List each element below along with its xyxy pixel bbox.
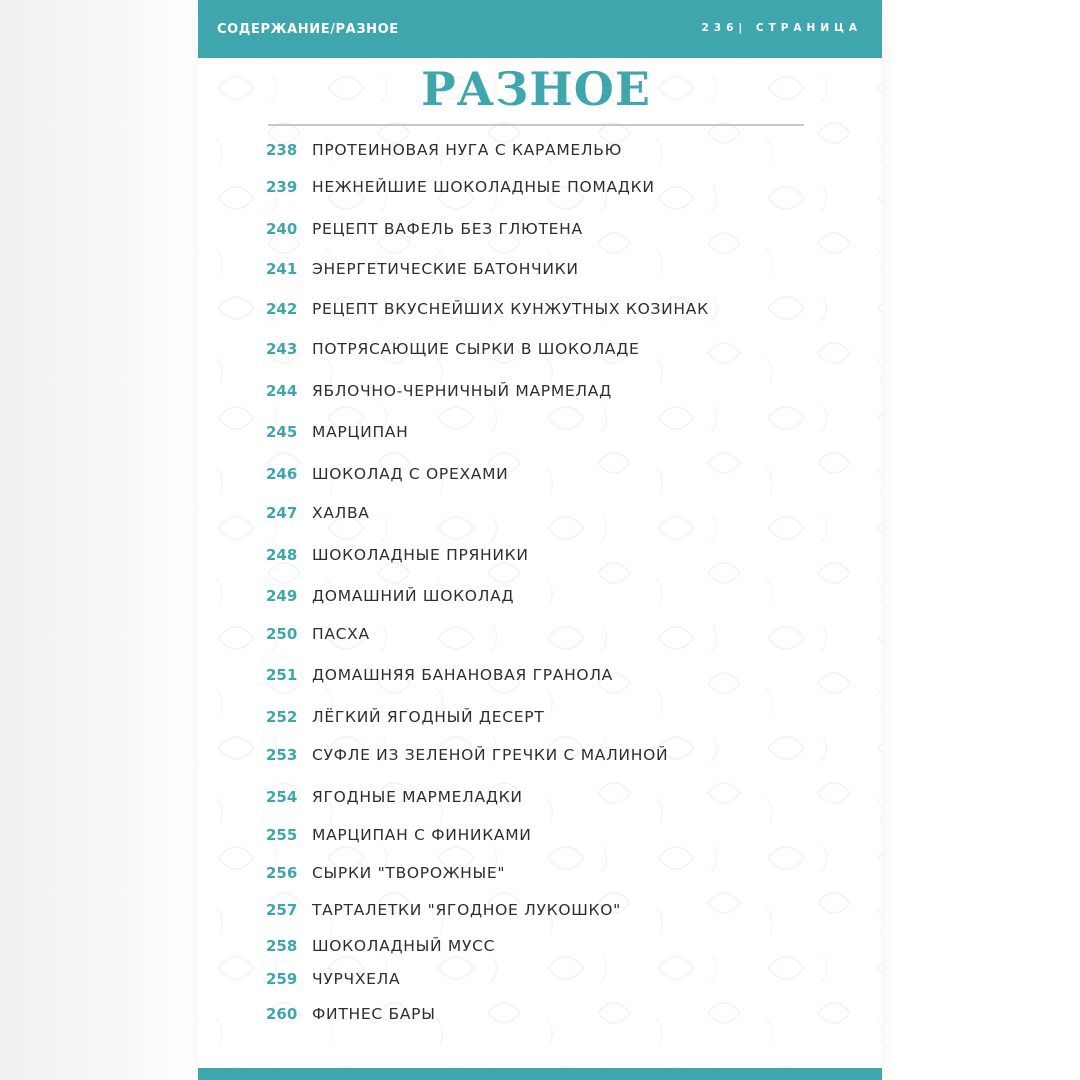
toc-entry[interactable] bbox=[266, 585, 514, 607]
toc-entry-title: РЕЦЕПТ ВКУСНЕЙШИХ КУНЖУТНЫХ КОЗИНАК bbox=[312, 300, 709, 318]
toc-entry[interactable] bbox=[266, 744, 668, 766]
toc-entry-title: ПРОТЕИНОВАЯ НУГА С КАРАМЕЛЬЮ bbox=[312, 141, 623, 159]
toc-entry[interactable] bbox=[266, 176, 655, 198]
toc-page-number: 244 bbox=[266, 382, 298, 400]
toc-entry[interactable] bbox=[266, 1003, 436, 1025]
toc-entry-title: ШОКОЛАДНЫЙ МУСС bbox=[312, 937, 496, 955]
toc-page-number: 241 bbox=[266, 260, 298, 278]
toc-entry-title: МАРЦИПАН bbox=[312, 423, 409, 441]
toc-entry[interactable] bbox=[266, 258, 579, 280]
toc-entry[interactable] bbox=[266, 786, 523, 808]
toc-page-number: 246 bbox=[266, 465, 298, 483]
page-number-label: 236| СТРАНИЦА bbox=[701, 22, 862, 34]
toc-page-number: 247 bbox=[266, 504, 298, 522]
page-title: РАЗНОЕ bbox=[421, 62, 651, 116]
toc-entry[interactable] bbox=[266, 664, 613, 686]
toc-page-number: 255 bbox=[266, 826, 298, 844]
toc-page-number: 240 bbox=[266, 220, 298, 238]
section-breadcrumb: СОДЕРЖАНИЕ/РАЗНОЕ bbox=[217, 22, 399, 37]
toc-entry[interactable] bbox=[266, 463, 508, 485]
toc-entry-title: ЛЁГКИЙ ЯГОДНЫЙ ДЕСЕРТ bbox=[312, 708, 545, 726]
toc-entry[interactable] bbox=[266, 380, 612, 402]
toc-page-number: 248 bbox=[266, 546, 298, 564]
toc-entry-title: РЕЦЕПТ ВАФЕЛЬ БЕЗ ГЛЮТЕНА bbox=[312, 220, 583, 238]
toc-entry[interactable] bbox=[266, 421, 408, 443]
toc-entry-title: ЭНЕРГЕТИЧЕСКИЕ БАТОНЧИКИ bbox=[312, 260, 579, 278]
toc-entry-title: НЕЖНЕЙШИЕ ШОКОЛАДНЫЕ ПОМАДКИ bbox=[312, 178, 655, 196]
toc-entry-title: ТАРТАЛЕТКИ "ЯГОДНОЕ ЛУКОШКО" bbox=[312, 901, 621, 919]
toc-entry-title: СЫРКИ "ТВОРОЖНЫЕ" bbox=[312, 864, 506, 882]
table-of-contents bbox=[198, 0, 882, 1068]
toc-entry[interactable] bbox=[266, 298, 709, 320]
toc-entry[interactable] bbox=[266, 968, 400, 990]
toc-page-number: 257 bbox=[266, 901, 298, 919]
toc-entry[interactable] bbox=[266, 935, 495, 957]
toc-page-number: 259 bbox=[266, 970, 298, 988]
toc-entry[interactable] bbox=[266, 706, 544, 728]
toc-entry-title: СУФЛЕ ИЗ ЗЕЛЕНОЙ ГРЕЧКИ С МАЛИНОЙ bbox=[312, 746, 669, 764]
toc-entry-title: ХАЛВА bbox=[312, 504, 370, 522]
toc-entry[interactable] bbox=[266, 899, 621, 921]
toc-page-number: 250 bbox=[266, 625, 298, 643]
toc-page-number: 239 bbox=[266, 178, 298, 196]
toc-page-number: 242 bbox=[266, 300, 298, 318]
toc-entry-title: ЧУРЧХЕЛА bbox=[312, 970, 401, 988]
toc-entry-title: ШОКОЛАД С ОРЕХАМИ bbox=[312, 465, 509, 483]
toc-entry-title: МАРЦИПАН С ФИНИКАМИ bbox=[312, 826, 532, 844]
toc-page-number: 238 bbox=[266, 141, 298, 159]
toc-entry-title: ШОКОЛАДНЫЕ ПРЯНИКИ bbox=[312, 546, 529, 564]
toc-page-number: 252 bbox=[266, 708, 298, 726]
toc-entry[interactable] bbox=[266, 502, 370, 524]
toc-page-number: 253 bbox=[266, 746, 298, 764]
toc-page-number: 256 bbox=[266, 864, 298, 882]
toc-entry-title: ЯГОДНЫЕ МАРМЕЛАДКИ bbox=[312, 788, 523, 806]
toc-entry[interactable] bbox=[266, 623, 370, 645]
toc-entry-title: ЯБЛОЧНО-ЧЕРНИЧНЫЙ МАРМЕЛАД bbox=[312, 382, 612, 400]
header-bar bbox=[198, 0, 882, 58]
toc-page-number: 249 bbox=[266, 587, 298, 605]
toc-entry-title: ДОМАШНЯЯ БАНАНОВАЯ ГРАНОЛА bbox=[312, 666, 613, 684]
toc-entry[interactable] bbox=[266, 218, 583, 240]
toc-page-number: 260 bbox=[266, 1005, 298, 1023]
toc-entry-title: ПАСХА bbox=[312, 625, 370, 643]
toc-page-number: 251 bbox=[266, 666, 298, 684]
toc-entry[interactable] bbox=[266, 544, 529, 566]
document-page bbox=[198, 0, 882, 1080]
toc-entry[interactable] bbox=[266, 338, 640, 360]
toc-entry-title: ФИТНЕС БАРЫ bbox=[312, 1005, 436, 1023]
toc-entry-title: ДОМАШНИЙ ШОКОЛАД bbox=[312, 587, 515, 605]
toc-entry[interactable] bbox=[266, 824, 532, 846]
toc-entry[interactable] bbox=[266, 862, 505, 884]
footer-bar bbox=[198, 1068, 882, 1080]
toc-entry[interactable] bbox=[266, 139, 622, 161]
toc-page-number: 245 bbox=[266, 423, 298, 441]
toc-page-number: 243 bbox=[266, 340, 298, 358]
toc-page-number: 258 bbox=[266, 937, 298, 955]
toc-entry-title: ПОТРЯСАЮЩИЕ СЫРКИ В ШОКОЛАДЕ bbox=[312, 340, 640, 358]
toc-page-number: 254 bbox=[266, 788, 298, 806]
